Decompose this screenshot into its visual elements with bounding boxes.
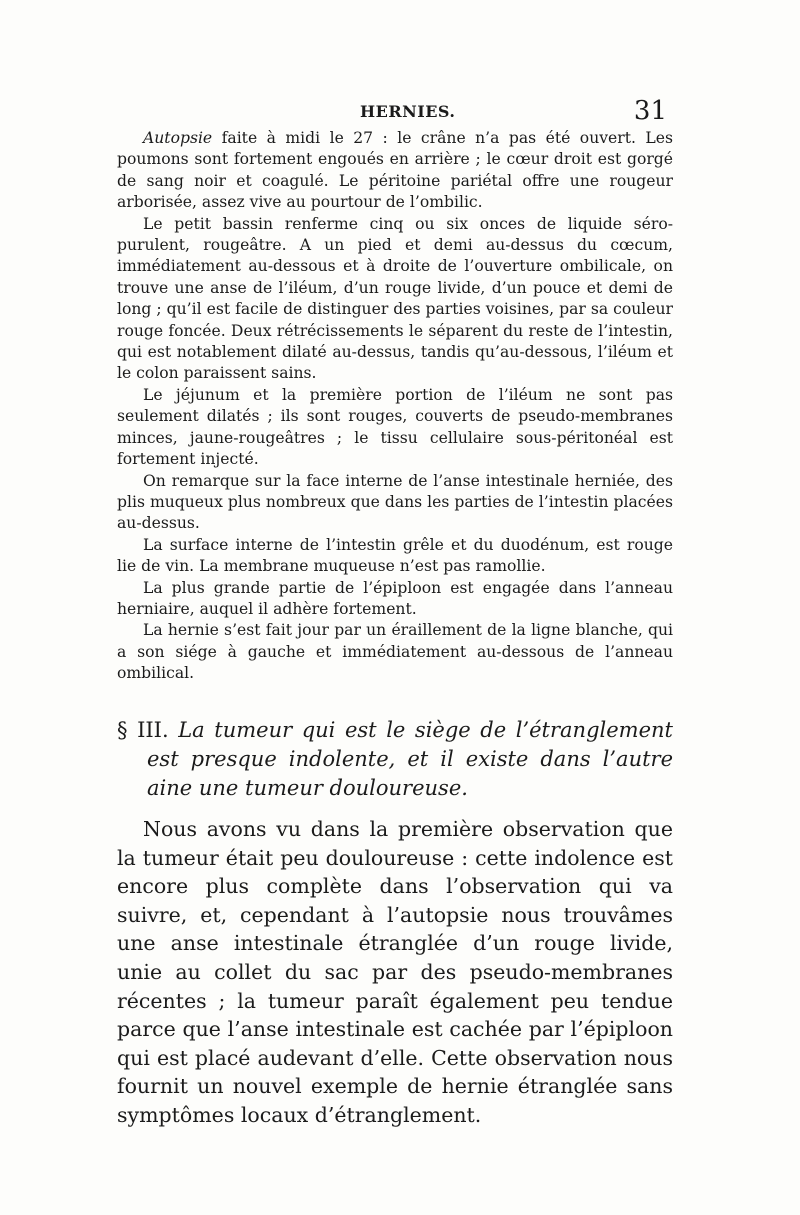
page-number: 31 <box>633 96 667 126</box>
section-mark: § <box>117 718 128 742</box>
paragraph-lead-autopsie: Autopsie <box>143 129 213 147</box>
section-heading <box>117 716 673 803</box>
section-number: III. <box>137 718 169 742</box>
body-text <box>117 128 673 685</box>
running-head <box>117 96 667 126</box>
paragraph-autopsie <box>117 128 673 214</box>
section-three <box>117 716 673 1130</box>
paragraph: La plus grande partie de l’épiploon est engagée dans l’anneau herniaire, auquel il adhère fortement. <box>117 578 673 618</box>
section-heading-text: La tumeur qui est le siège de l’étranglement est presque indolente, et il existe dans l’autre aine une tumeur douloureuse. <box>147 718 673 800</box>
paragraph: On remarque sur la face interne de l’anse intestinale herniée, des plis muqueux plus nombreux que dans les parties de l’intestin placées au-dessus. <box>117 471 673 533</box>
paragraph-text: faite à midi le 27 : le crâne n’a pas été ouvert. Les poumons sont fortement engoués en arrière ; le cœur droit est gorgé de sang noir et coagulé. Le péritoine pariétal offre une rougeur arborisée, assez vive au pourtour de l’ombilic. <box>117 129 673 212</box>
section-paragraph: Nous avons vu dans la première observation que la tumeur était peu douloureuse : cette indolence est encore plus complète dans l’observation qui va suivre, et, cependant à l’autopsie nous trouvâmes une anse intestinale étranglée d’un rouge livide, unie au collet du sac par des pseudo-membranes récentes ; la tumeur paraît également peu tendue parce que l’anse intestinale est cachée par l’épiploon qui est placé audevant d’elle. Cette observation nous fournit un nouvel exemple de hernie étranglée sans symptômes locaux d’étranglement. <box>117 817 673 1127</box>
paragraph: La hernie s’est fait jour par un éraillement de la ligne blanche, qui a son siége à gauche et immédiatement au-dessous de l’anneau ombilical. <box>117 621 673 683</box>
paragraph: La surface interne de l’intestin grêle et du duodénum, est rouge lie de vin. La membrane muqueuse n’est pas ramollie. <box>117 535 673 576</box>
paragraph: Le jéjunum et la première portion de l’iléum ne sont pas seulement dilatés ; ils sont rouges, couverts de pseudo-membranes minces, jaune-rougeâtres ; le tissu cellulaire sous-péritonéal est fortement injecté. <box>117 385 673 469</box>
paragraph: Le petit bassin renferme cinq ou six onces de liquide séro-purulent, rougeâtre. A un pied et demi au-dessus du cœcum, immédiatement au-dessous et à droite de l’ouverture ombilicale, on trouve une anse de l’iléum, d’un rouge livide, d’un pouce et demi de long ; qu’il est facile de distinguer des parties voisines, par sa couleur rouge foncée. Deux rétrécissements le séparent du reste de l’intestin, qui est notablement dilaté au-dessus, tandis qu’au-dessous, l’iléum et le colon paraissent sains. <box>117 214 673 383</box>
running-title: HERNIES. <box>360 102 456 121</box>
